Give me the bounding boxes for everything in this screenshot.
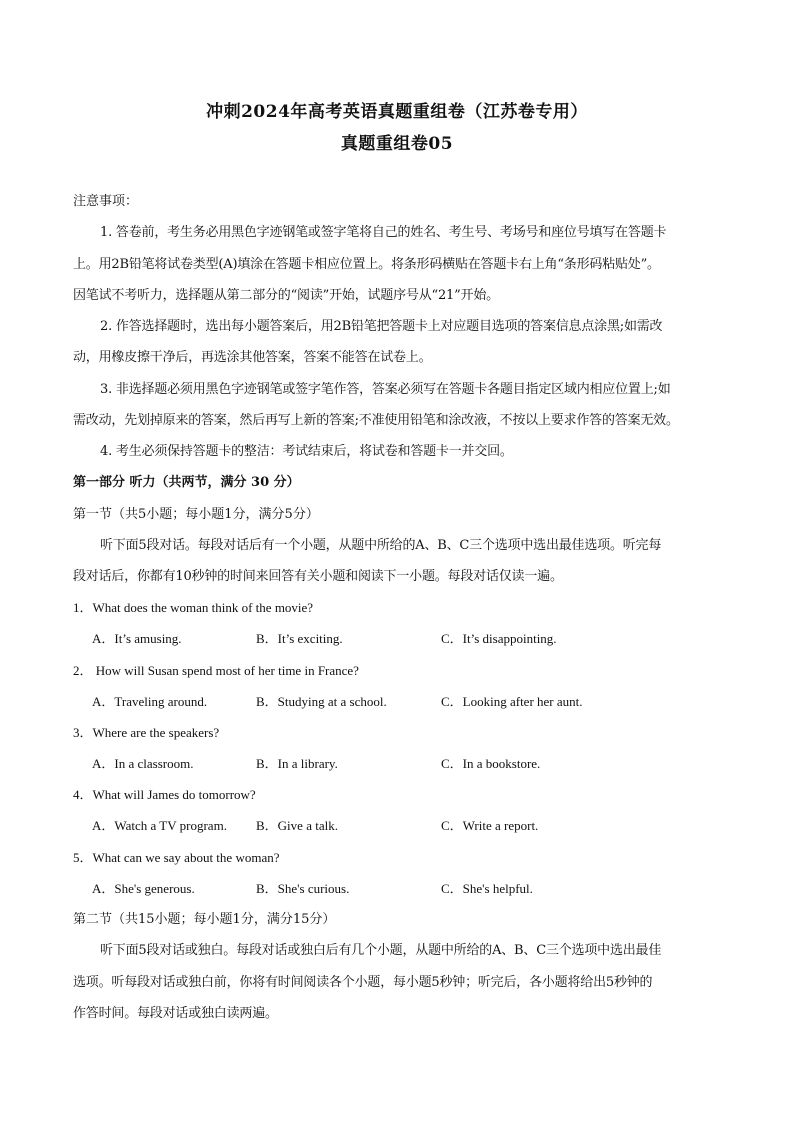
- question-3-option-c: C．In a bookstore.: [441, 756, 541, 771]
- question-5-option-b: B．She's curious.: [256, 881, 350, 896]
- notice-paragraph-1-line-1: 1. 答卷前，考生务必用黑色字迹钢笔或签字笔将自己的姓名、考生号、考场号和座位号填写在答题卡: [100, 225, 667, 240]
- section1-instruction-line-1: 听下面5段对话。每段对话后有一个小题，从题中所给的A、B、C三个选项中选出最佳选项。听完每: [100, 538, 662, 553]
- section2-instruction-line-3: 作答时间。每段对话或独白读两遍。: [73, 1006, 278, 1021]
- question-2-stem: 2． How will Susan spend most of her time in France?: [73, 663, 359, 678]
- notice-heading: 注意事项：: [73, 194, 139, 209]
- question-1-option-a: A．It’s amusing.: [92, 631, 182, 646]
- part1-heading: 第一部分 听力（共两节，满分 30 分）: [73, 475, 300, 490]
- question-1-stem: 1．What does the woman think of the movie?: [73, 600, 314, 615]
- section1-instruction-line-2: 段对话后，你都有10秒钟的时间来回答有关小题和阅读下一小题。每段对话仅读一遍。: [73, 569, 563, 584]
- question-1-option-b: B．It’s exciting.: [256, 631, 343, 646]
- question-3-stem: 3．Where are the speakers?: [73, 725, 220, 740]
- notice-paragraph-2-line-1: 2. 作答选择题时，选出每小题答案后，用2B铅笔把答题卡上对应题目选项的答案信息点涂黑;如需改: [100, 319, 663, 334]
- question-5-option-c: C．She's helpful.: [441, 881, 533, 896]
- section2-heading: 第二节（共15小题；每小题1分，满分15分）: [73, 912, 336, 927]
- notice-paragraph-3-line-2: 需改动，先划掉原来的答案，然后再写上新的答案;不准使用铅笔和涂改液，不按以上要求作答的答案无效。: [73, 413, 679, 428]
- question-4-option-c: C．Write a report.: [441, 818, 539, 833]
- section2-instruction-line-2: 选项。听每段对话或独白前，你将有时间阅读各个小题，每小题5秒钟；听完后，各小题将给出5秒钟的: [73, 975, 653, 990]
- question-2-option-c: C．Looking after her aunt.: [441, 694, 583, 709]
- question-5-option-a: A．She's generous.: [92, 881, 195, 896]
- question-4-stem: 4．What will James do tomorrow?: [73, 787, 256, 802]
- question-3-option-a: A．In a classroom.: [92, 756, 194, 771]
- question-3-option-b: B．In a library.: [256, 756, 338, 771]
- question-1-option-c: C．It’s disappointing.: [441, 631, 557, 646]
- section1-heading: 第一节（共5小题；每小题1分，满分5分）: [73, 507, 319, 522]
- question-4-option-a: A．Watch a TV program.: [92, 818, 227, 833]
- notice-paragraph-1-line-3: 因笔试不考听力，选择题从第二部分的“阅读”开始，试题序号从“21”开始。: [73, 288, 499, 303]
- page-title: 冲刺2024年高考英语真题重组卷（江苏卷专用）: [206, 102, 588, 122]
- question-5-stem: 5．What can we say about the woman?: [73, 850, 280, 865]
- question-2-option-a: A．Traveling around.: [92, 694, 208, 709]
- question-2-option-b: B．Studying at a school.: [256, 694, 387, 709]
- section2-instruction-line-1: 听下面5段对话或独白。每段对话或独白后有几个小题，从题中所给的A、B、C三个选项中选出最佳: [100, 943, 662, 958]
- page-subtitle: 真题重组卷05: [340, 134, 454, 154]
- notice-paragraph-2-line-2: 动，用橡皮擦干净后，再选涂其他答案，答案不能答在试卷上。: [73, 350, 432, 365]
- notice-paragraph-4-line-1: 4. 考生必须保持答题卡的整洁：考试结束后，将试卷和答题卡一并交回。: [100, 444, 513, 459]
- notice-paragraph-3-line-1: 3. 非选择题必须用黑色字迹钢笔或签字笔作答，答案必须写在答题卡各题目指定区域内相应位置上;如: [100, 382, 671, 397]
- question-4-option-b: B．Give a talk.: [256, 818, 338, 833]
- notice-paragraph-1-line-2: 上。用2B铅笔将试卷类型(A)填涂在答题卡相应位置上。将条形码横贴在答题卡右上角“条形码粘贴处”。: [73, 257, 660, 272]
